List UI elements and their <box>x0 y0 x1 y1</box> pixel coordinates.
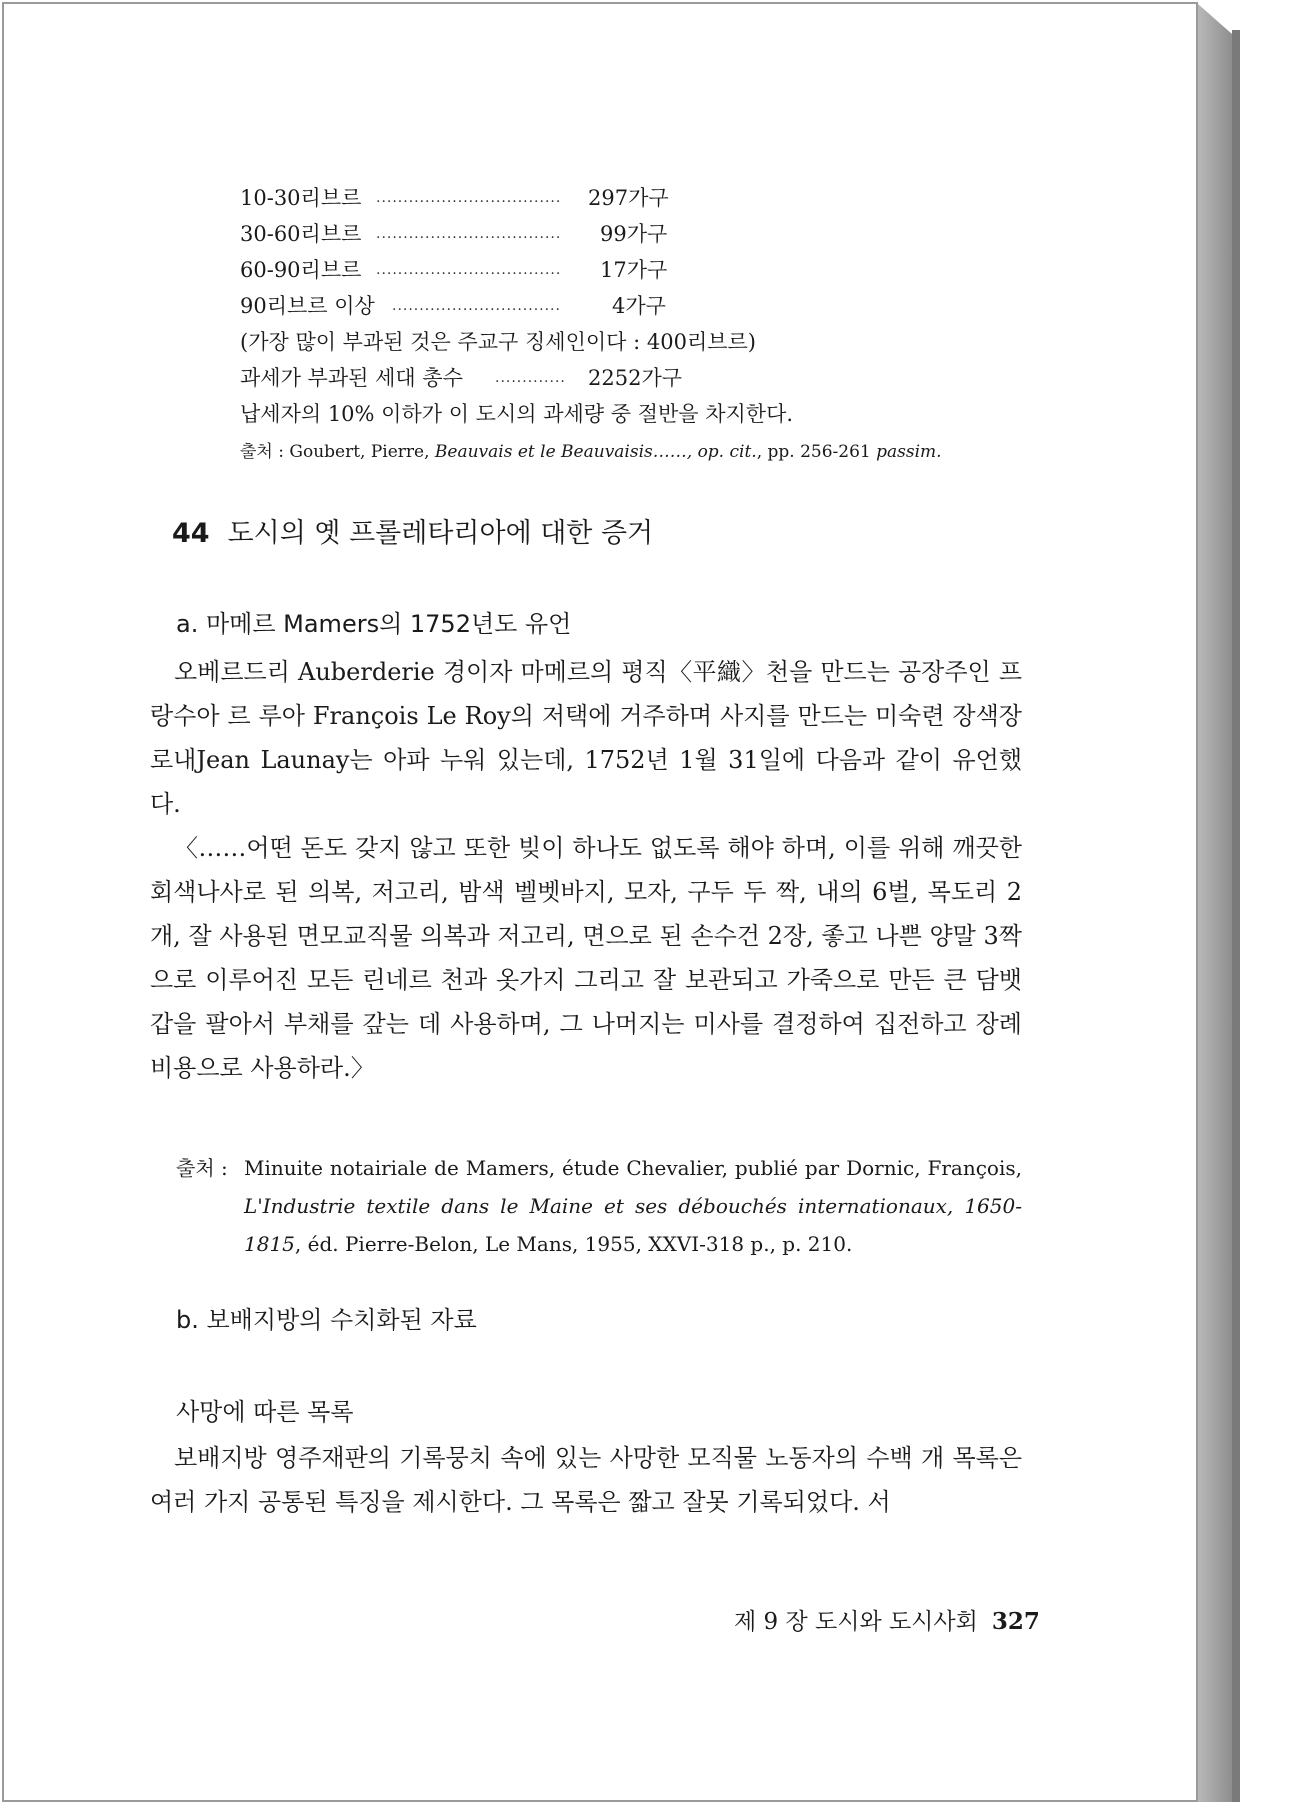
total-row <box>240 363 683 393</box>
stat-value: 297가구 <box>588 186 669 210</box>
source-title: Beauvais et le Beauvaisis……, op. cit. <box>434 442 757 462</box>
stat-dots: ............................... <box>392 298 561 314</box>
stat-row <box>240 183 669 213</box>
chapter-title: 제 9 장 도시와 도시사회 <box>734 1609 978 1635</box>
subheading-death-inventory: 사망에 따른 목록 <box>176 1398 354 1426</box>
stat-value: 4가구 <box>612 294 666 318</box>
stat-value: 99가구 <box>600 222 668 246</box>
total-value: 2252가구 <box>588 366 683 390</box>
paragraph-b1: 보배지방 영주재판의 기록뭉치 속에 있는 사망한 모직물 노동자의 수백 개 목록은 여러 가지 공통된 특징을 제시한다. 그 목록은 짧고 잘못 기록되었다. 서 <box>150 1444 1022 1516</box>
source-suffix: , pp. 256-261 <box>756 442 877 462</box>
subsection-b-heading: b. 보배지방의 수치화된 자료 <box>176 1306 477 1334</box>
total-dots: ............. <box>495 370 566 386</box>
footnote-part2: , éd. Pierre-Belon, Le Mans, 1955, XXVI-318 p., p. 210. <box>294 1232 853 1256</box>
subsection-a-heading: a. 마메르 Mamers의 1752년도 유언 <box>176 610 572 638</box>
page-number: 327 <box>991 1608 1040 1635</box>
stat-label: 90리브르 이상 <box>240 294 375 318</box>
stat-row <box>240 219 668 249</box>
total-label: 과세가 부과된 세대 총수 <box>240 366 463 390</box>
stat-dots: .................................. <box>376 190 562 206</box>
footnote-body <box>244 1149 1022 1263</box>
stat-label: 10-30리브르 <box>240 186 362 210</box>
summary-line: 납세자의 10% 이하가 이 도시의 과세량 중 절반을 차지한다. <box>240 402 794 426</box>
page-footer <box>734 1604 1040 1640</box>
section-title: 도시의 옛 프롤레타리아에 대한 증거 <box>227 518 654 549</box>
source-tail: passim. <box>876 442 942 462</box>
stat-row <box>240 255 668 285</box>
note-highest: (가장 많이 부과된 것은 주교구 징세인이다 : 400리브르) <box>240 330 756 354</box>
stat-row <box>240 291 666 321</box>
stat-dots: .................................. <box>376 262 562 278</box>
section-number: 44 <box>172 518 210 549</box>
stat-dots: .................................. <box>376 226 562 242</box>
footnote-label: 출처 : <box>176 1156 228 1180</box>
stat-label: 30-60리브르 <box>240 222 362 246</box>
stat-value: 17가구 <box>600 258 668 282</box>
paragraph-a2: 〈……어떤 돈도 갖지 않고 또한 빚이 하나도 없도록 해야 하며, 이를 위해 깨끗한 회색나사로 된 의복, 저고리, 밤색 벨벳바지, 모자, 구두 두 짝, 내의 6벌, 목도리 2개, 잘 사용된 면모교직물 의복과 저고리, 면으로 된 손수건 2장, 좋고 나쁜 양말 3짝으로 이루어진 모든 린네르 천과 옷가지 그리고 잘 보관되고 가죽으로 만든 큰 담뱃갑을 팔아서 부채를 갚는 데 사용하며, 그 나머지는 미사를 결정하여 집전하고 장례비용으로 사용하라.〉 <box>150 834 1022 1082</box>
source-citation <box>240 437 942 467</box>
paragraph-a1: 오베르드리 Auberderie 경이자 마메르의 평직〈平織〉천을 만드는 공장주인 프랑수아 르 루아 François Le Roy의 저택에 거주하며 사지를 만드는 미숙련 장색장 로내Jean Launay는 아파 누워 있는데, 1752년 1월 31일에 다음과 같이 유언했다. <box>150 658 1022 818</box>
book-spine <box>1198 4 1232 1802</box>
source-prefix: 출처 : Goubert, Pierre, <box>240 442 435 462</box>
footnote-part1: Minuite notairiale de Mamers, étude Chevalier, publié par Dornic, François, <box>244 1156 1022 1180</box>
stat-label: 60-90리브르 <box>240 258 362 282</box>
section-heading <box>172 514 653 554</box>
footnote-title: L'Industrie textile dans le Maine et ses débouchés internationaux, 1650-1815 <box>244 1194 1022 1256</box>
book-spine-edge <box>1232 30 1240 1802</box>
